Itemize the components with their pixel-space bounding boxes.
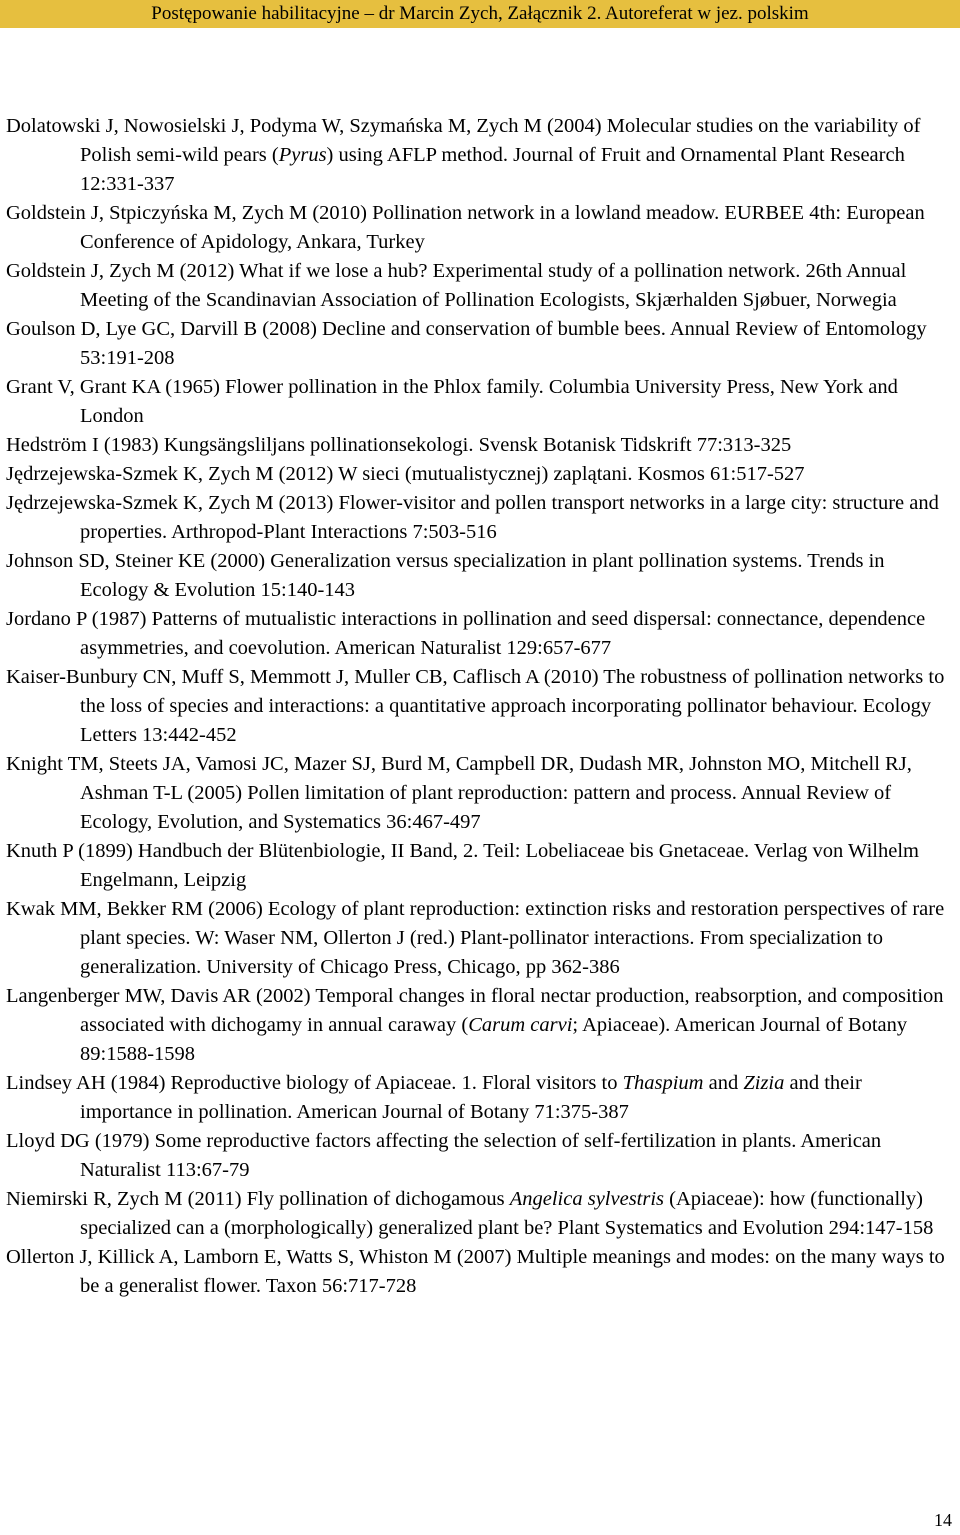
reference-text: Knuth P (1899) Handbuch der Blütenbiologie, II Band, 2. Teil: Lobeliaceae bis Gnetaceae. Verlag von Wilhelm Engelmann, Leipzig — [6, 840, 919, 891]
reference-text: Lloyd DG (1979) Some reproductive factors affecting the selection of self-fertilization in plants. American Naturalist 113:67-79 — [6, 1130, 882, 1181]
reference-entry — [6, 605, 956, 663]
italic-species-name: Angelica sylvestris — [509, 1188, 665, 1210]
italic-species-name: Pyrus — [278, 144, 327, 166]
reference-entry — [6, 895, 956, 982]
reference-text: ) using AFLP method. Journal of Fruit and Ornamental Plant Research 12:331-337 — [80, 144, 905, 195]
reference-text: Dolatowski J, Nowosielski J, Podyma W, Szymańska M, Zych M (2004) Molecular studies on the variability of Polish semi-wild pears ( — [6, 115, 921, 166]
reference-entry — [6, 431, 956, 460]
reference-entry — [6, 199, 956, 257]
reference-text: Ollerton J, Killick A, Lamborn E, Watts S, Whiston M (2007) Multiple meanings and modes: on the many ways to be a generalist flower. Taxon 56:717-728 — [6, 1246, 945, 1297]
page-number: 14 — [934, 1510, 952, 1530]
reference-text: Johnson SD, Steiner KE (2000) Generalization versus specialization in plant pollination systems. Trends in Ecology & Evolution 15:140-143 — [6, 550, 885, 601]
reference-entry — [6, 373, 956, 431]
reference-entry — [6, 663, 956, 750]
reference-text: and — [703, 1072, 744, 1094]
reference-text: ; Apiaceae). American Journal of Botany 89:1588-1598 — [80, 1014, 908, 1065]
reference-entry — [6, 315, 956, 373]
reference-text: Goulson D, Lye GC, Darvill B (2008) Decline and conservation of bumble bees. Annual Review of Entomology 53:191-208 — [6, 318, 927, 369]
header-title: Postępowanie habilitacyjne – dr Marcin Zych, Załącznik 2. Autoreferat w jez. polskim — [151, 3, 809, 24]
reference-text: Jędrzejewska-Szmek K, Zych M (2012) W sieci (mutualistycznej) zaplątani. Kosmos 61:517-527 — [6, 463, 805, 485]
reference-entry — [6, 257, 956, 315]
reference-entry — [6, 460, 956, 489]
reference-text: Lindsey AH (1984) Reproductive biology of Apiaceae. 1. Floral visitors to — [6, 1072, 623, 1094]
reference-entry — [6, 837, 956, 895]
reference-text: Jordano P (1987) Patterns of mutualistic interactions in pollination and seed dispersal: connectance, dependence asymmetries, and coevolution. American Naturalist 129:657-677 — [6, 608, 926, 659]
italic-species-name: Thaspium — [622, 1072, 704, 1094]
reference-entry — [6, 1127, 956, 1185]
reference-entry — [6, 750, 956, 837]
reference-list — [6, 112, 956, 1301]
reference-entry — [6, 1185, 956, 1243]
reference-text: (Apiaceae): how (functionally) specialized can a (morphologically) generalized plant be? Plant Systematics and Evolution 294:147-158 — [80, 1188, 934, 1239]
reference-text: Kwak MM, Bekker RM (2006) Ecology of plant reproduction: extinction risks and restoration perspectives of rare plant species. W: Waser NM, Ollerton J (red.) Plant-pollinator interactions. From specialization to generalization. University of Chicago Press, Chicago, pp 362-386 — [6, 898, 945, 978]
reference-entry — [6, 982, 956, 1069]
reference-entry — [6, 489, 956, 547]
reference-entry — [6, 112, 956, 199]
reference-text: Goldstein J, Zych M (2012) What if we lose a hub? Experimental study of a pollination network. 26th Annual Meeting of the Scandinavian Association of Pollination Ecologists, Skjærhalden Sjøbuer, Norwegia — [6, 260, 907, 311]
reference-entry — [6, 1243, 956, 1301]
reference-text: Niemirski R, Zych M (2011) Fly pollination of dichogamous — [6, 1188, 510, 1210]
italic-species-name: Zizia — [743, 1072, 785, 1094]
reference-text: Grant V, Grant KA (1965) Flower pollination in the Phlox family. Columbia University Press, New York and London — [6, 376, 898, 427]
reference-entry — [6, 1069, 956, 1127]
page-header — [0, 0, 960, 28]
reference-text: Langenberger MW, Davis AR (2002) Temporal changes in floral nectar production, reabsorption, and composition associated with dichogamy in annual caraway ( — [6, 985, 944, 1036]
reference-text: and their importance in pollination. American Journal of Botany 71:375-387 — [80, 1072, 862, 1123]
reference-text: Knight TM, Steets JA, Vamosi JC, Mazer SJ, Burd M, Campbell DR, Dudash MR, Johnston MO, Mitchell RJ, Ashman T-L (2005) Pollen limitation of plant reproduction: pattern and process. Annual Review of Ecology, Evolution, and Systematics 36:467-497 — [6, 753, 912, 833]
reference-text: Jędrzejewska-Szmek K, Zych M (2013) Flower-visitor and pollen transport networks in a large city: structure and properties. Arthropod-Plant Interactions 7:503-516 — [6, 492, 939, 543]
reference-text: Hedström I (1983) Kungsängsliljans pollinationsekologi. Svensk Botanisk Tidskrift 77:313-325 — [6, 434, 792, 456]
reference-text: Kaiser-Bunbury CN, Muff S, Memmott J, Muller CB, Caflisch A (2010) The robustness of pollination networks to the loss of species and interactions: a quantitative approach incorporating pollinator behaviour. Ecology Letters 13:442-452 — [6, 666, 945, 746]
italic-species-name: Carum carvi — [468, 1014, 573, 1036]
reference-text: Goldstein J, Stpiczyńska M, Zych M (2010) Pollination network in a lowland meadow. EURBEE 4th: European Conference of Apidology, Ankara, Turkey — [6, 202, 925, 253]
reference-entry — [6, 547, 956, 605]
